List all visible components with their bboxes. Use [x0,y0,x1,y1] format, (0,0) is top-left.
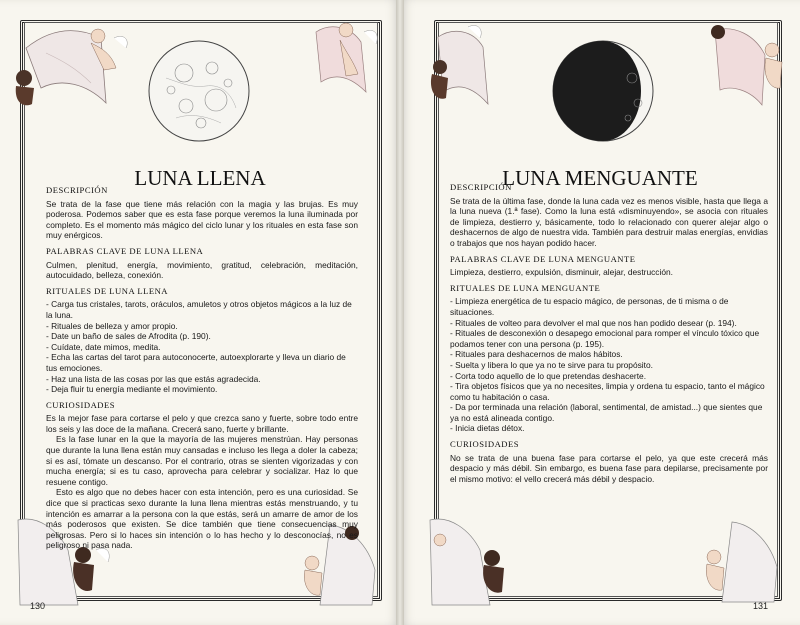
list-item: - Haz una lista de las cosas por las que estás agradecida. [46,373,261,384]
list-item: - Rituales para deshacernos de malos hábitos. [450,349,623,360]
page-title: LUNA LLENA [134,166,266,191]
palabras-text: Culmen, plenitud, energía, movimiento, gratitud, celebración, meditación, autocuidado, belleza, conexión. [46,259,358,281]
page-number: 131 [752,601,768,611]
section-heading-curiosidades: CURIOSIDADES [46,399,116,410]
list-item: - Corta todo aquello de lo que pretendas deshacerte. [450,370,647,381]
list-item: - Rituales de volteo para devolver el mal que nos han podido desear (p. 194). [450,317,737,328]
list-item: - Inicia dietas détox. [450,423,525,434]
section-heading-curiosidades: CURIOSIDADES [450,439,520,450]
list-item: - Rituales de belleza y amor propio. [46,320,178,331]
palabras-text: Limpieza, destierro, expulsión, disminuir, alejar, destrucción. [450,267,673,278]
list-item: - Deja fluir tu energía mediante el movimiento. [46,384,218,395]
section-heading-palabras: PALABRAS CLAVE DE LUNA LLENA [46,245,204,256]
cherub-top-right-icon [306,12,386,107]
book-gutter [396,0,404,625]
curiosidades-paragraph: No se trata de una buena fase para cortarse el pelo, ya que este crecerá más despacio y más débil. Sin embargo, es buena fase para depilarse, precisamente por el mismo motivo: el vello crecerá más débil y despacio. [450,452,768,484]
curiosidades-paragraph: Es la fase lunar en la que la mayoría de las mujeres menstrúan. Hay personas que durante la luna llena están muy cansadas e incluso les llega a doler la cabeza; si es así, tómate un descanso. Por el contrario, otras se sienten vigorizadas y con mucha energía; si es tu caso, aprovecha para celebrar y socializar. Haz lo que resuene contigo. [46,434,358,487]
page-content [46,185,358,551]
page-title: LUNA MENGUANTE [502,166,698,191]
cherub-drape-bottom-right-icon [692,512,792,607]
section-heading-rituales: RITUALES DE LUNA LLENA [46,285,168,296]
cherub-drape-bottom-left-icon [420,510,530,610]
section-heading-descripcion: DESCRIPCIÓN [450,182,512,192]
section-heading-rituales: RITUALES DE LUNA MENGUANTE [450,282,601,293]
list-item: - Rituales de desconexión o desapego emocional para romper el vínculo tóxico que podamos tener con una persona (p. 195). [450,328,760,349]
full-moon-icon [146,38,252,144]
page-number: 130 [30,601,46,611]
list-item: - Carga tus cristales, tarots, oráculos, amuletos y otros objetos mágicos a la luz de la luna. [46,299,352,320]
list-item: - Echa las cartas del tarot para autoconocerte, autoexplorarte y lleva un diario de tus emociones. [46,352,346,373]
section-heading-descripcion: DESCRIPCIÓN [46,185,108,195]
curiosidades-paragraph: Esto es algo que no debes hacer con esta intención, pero es una curiosidad. Se dice que si practicas sexo durante la luna llena mientras estás menstruando, y tu intención es amarrar a la persona con la que estás, será un amarre de amor de los más poderosos que existen. Se dice también que tiene consecuencias muy peligrosas. Pero si lo haces sin intención o lo has hecho y lo desconocías, no es peligroso ni pasa nada. [46,487,358,551]
section-heading-palabras: PALABRAS CLAVE DE LUNA MENGUANTE [450,253,636,264]
right-page [400,0,800,625]
page-content [450,182,768,484]
cherub-drape-top-left-icon [418,12,508,112]
descripcion-text: Se trata de la última fase, donde la luna cada vez es menos visible, hasta que llega a la luna nueva (1.ª fase). Como la luna está «disminuyendo», se asocia con rituales de limpieza, destierro y, básicamente, todo lo relacionado con querer alejar algo o deshacernos de algo de nuestra vida. También para destruir malas energías, envidias o trabajos que nos hayan podido hacer. [450,195,768,248]
list-item: - Suelta y libera lo que ya no te sirve para tu propósito. [450,359,653,370]
waning-moon-icon [550,38,656,144]
list-item: - Date un baño de sales de Afrodita (p. 190). [46,331,211,342]
list-item: - Cuídate, date mimos, medita. [46,341,161,352]
cherub-drape-top-right-icon [700,10,795,110]
cherub-drape-top-left-icon [6,8,141,108]
list-item: - Limpieza energética de tu espacio mágico, de personas, de ti misma o de situaciones. [450,296,729,317]
curiosidades-paragraph: Es la mejor fase para cortarse el pelo y que crezca sano y fuerte, sobre todo entre los seis y las doce de la mañana. Crecerá sano, fuerte y brillante. [46,413,358,434]
rituales-list [450,296,768,434]
list-item: - Da por terminada una relación (laboral, sentimental, de amistad...) que sientes que ya no está alineada contigo. [450,402,763,423]
rituales-list [46,299,358,394]
list-item: - Tira objetos físicos que ya no necesites, limpia y ordena tu espacio, tanto el mágico como tu habitación o casa. [450,381,765,402]
descripcion-text: Se trata de la fase que tiene más relación con la magia y las brujas. Es muy poderosa. Podemos saber que es esta fase porque veremos la luna iluminada por completo. Es el momento más mágico del ciclo lunar y los rituales en esta fase son muy enérgicos. [46,198,358,241]
